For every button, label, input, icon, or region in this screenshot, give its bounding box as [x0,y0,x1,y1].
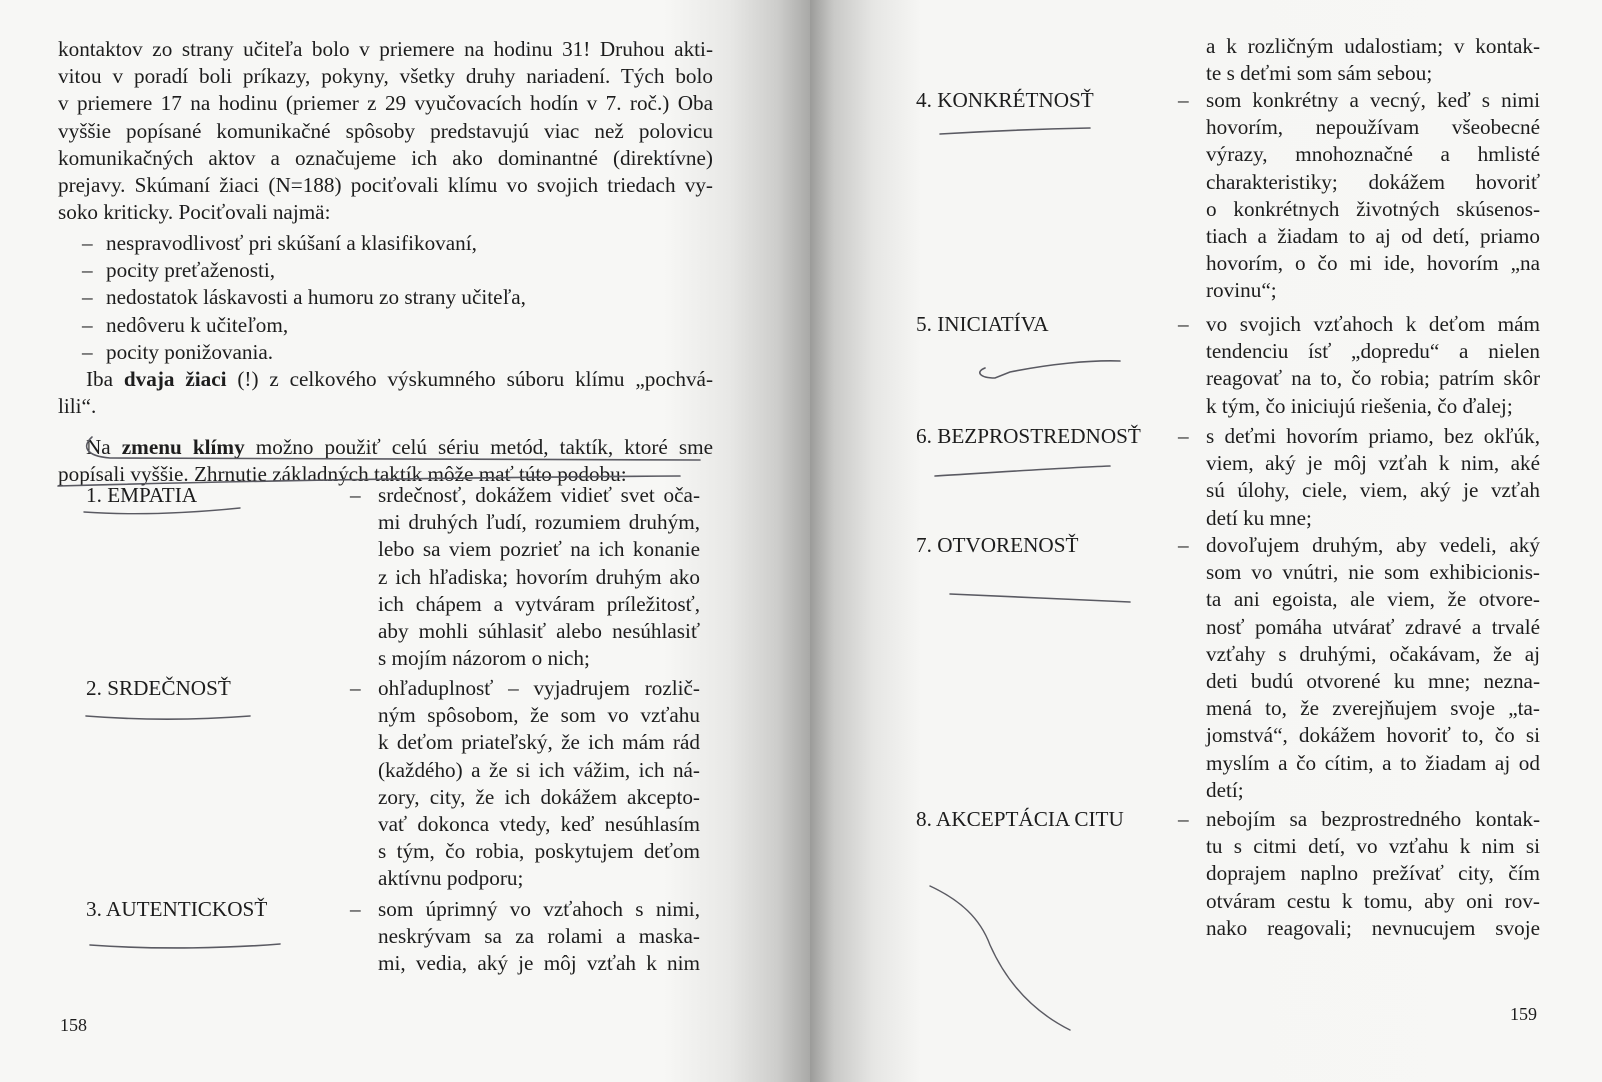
item-dash: – [1178,88,1189,112]
item-definition-line: mi, vedia, aký je môj vzťah k nim [378,951,700,976]
item-definition-line: detí; [1206,777,1244,802]
item-definition-line: doprajem naplno prežívať city, čím [1206,861,1540,886]
item-definition-line: k deťom priateľský, že ich mám rád [378,730,700,755]
item-term: 4. KONKRÉTNOSŤ [916,88,1094,112]
item-term: 8. AKCEPTÁCIA CITU [916,807,1124,831]
item-definition-line: reagovať na to, čo robia; patrím skôr [1206,366,1540,391]
continuation-text [1206,33,1540,87]
item-dash: – [1178,424,1189,448]
bullet-dash: – [82,339,93,364]
paragraph-3-line-2: popísali vyššie. Zhrnutie základných taktík môže mať túto podobu: [58,462,627,487]
item-definition-line: s deťmi hovorím priamo, bez okľúk, [1206,424,1540,448]
bullet-dash: – [82,231,93,255]
paragraph-2-line-1 [58,366,713,393]
item-definition-line: myslím a čo cítim, a to žiadam aj od [1206,750,1540,775]
item-dash: – [1178,312,1189,336]
item-definition-line: charakteristiky; dokážem hovoriť [1206,169,1540,194]
item-definition-line: vať dokonca vtedy, keď nesúhlasím [378,812,700,837]
item-definition [1206,423,1540,532]
paragraph-3-lead: Na [86,435,122,459]
paragraph-3-line-1 [58,434,713,461]
bullet-item [82,230,702,257]
item-definition-line: som vo vnútri, nie som exhibicionis- [1206,560,1540,585]
bullet-text: nespravodlivosť pri skúšaní a klasifikovaní, [106,231,477,255]
paragraph-1-line: prejavy. Skúmaní žiaci (N=188) pociťovali klímu vo svojich triedach vy- [58,173,713,198]
item-definition-line: nebojím sa bezprostredného kontak- [1206,807,1540,831]
item-definition-line: dovoľujem druhým, aby vedeli, aký [1206,533,1540,557]
item-definition-line: aktívnu podporu; [378,866,524,891]
bold-phrase-zmenu-klimy: zmenu klímy [121,435,245,459]
item-definition [378,896,700,978]
item-definition-line: vzťahy s druhými, očakávam, že aj [1206,641,1540,666]
bullet-text: nedostatok láskavosti a humoru zo strany učiteľa, [106,285,526,310]
item-definition-line: lebo sa viem pozrieť na ich konanie [378,537,700,562]
right-page [810,0,1602,1082]
item-definition-line: srdečnosť, dokážem vidieť svet oča- [378,483,700,507]
paragraph-2-line-2: lili“. [58,394,97,419]
bullet-item [82,339,702,366]
bullet-item [82,312,702,339]
item-definition-line: tu s citmi detí, vo vzťahu k nim si [1206,834,1540,859]
bullet-text: nedôveru k učiteľom, [106,312,289,337]
item-term: 1. EMPATIA [86,483,198,507]
item-definition-line: tendenciu ísť „dopredu“ a nielen [1206,339,1540,364]
item-definition-line: ným spôsobom, že som vo vzťahu [378,703,700,728]
item-definition-line: zory, city, že ich dokážem akcepto- [378,784,700,809]
item-definition-line: viem, aký je môj vzťah k nim, aké [1206,451,1540,476]
paragraph-2-lead: Iba [86,367,124,391]
paragraph-1-line: vyššie popísané komunikačné spôsoby predstavujú viac než polovicu [58,118,713,143]
paragraph-2-rest: (!) z celkového výskumného súboru klímu „pochvá- [226,367,713,391]
item-dash: – [350,483,361,507]
item-definition-line: tiach a žiadam to aj od detí, priamo [1206,224,1540,249]
item-definition-line: aby mohli súhlasiť alebo nesúhlasiť [378,619,700,644]
item-dash: – [350,897,361,921]
bullet-text: pocity ponižovania. [106,339,274,364]
item-definition-line: ohľaduplnosť – vyjadrujem rozlič- [378,676,700,700]
page-number-right: 159 [1510,1004,1537,1024]
item-definition [1206,532,1540,804]
item-definition-line: ich chápem a vytváram príležitosť, [378,591,700,616]
item-definition-line: z ich hľadiska; hovorím druhým ako [378,564,700,589]
item-definition [1206,806,1540,942]
continuation-line: a k rozličným udalostiam; v kontak- [1206,34,1540,58]
item-definition-line: hovorím, nepoužívam všeobecné [1206,115,1540,140]
item-definition [378,675,700,893]
item-dash: – [350,676,361,700]
bullet-dash: – [82,258,93,283]
item-dash: – [1178,807,1189,831]
paragraph-1-line: vitou v poradí boli príkazy, pokyny, všetky druhy nariadení. Tých bolo [58,64,713,89]
paragraph-3 [58,434,713,488]
bullet-text: pocity preťaženosti, [106,258,276,283]
item-definition-line: o konkrétnych životných skúsenos- [1206,196,1540,221]
item-definition-line: jomstvá“, dokážem hovoriť to, čo si [1206,723,1540,748]
page-number-left: 158 [60,1015,87,1035]
continuation-line: te s deťmi som sám sebou; [1206,61,1433,86]
paragraph-3-rest: možno použiť celú sériu metód, taktík, ktoré sme [244,435,713,459]
paragraph-1 [58,36,713,226]
item-term: 7. OTVORENOSŤ [916,533,1079,557]
item-definition-line: s mojím názorom o nich; [378,646,590,671]
item-definition-line: hovorím, o čo mi ide, hovorím „na [1206,251,1540,276]
item-definition-line: (každého) a že si ich vážim, ich ná- [378,757,700,782]
item-definition-line: nosť pomáha utvárať zdravé a trvalé [1206,614,1540,639]
item-definition-line: som konkrétny a vecný, keď s nimi [1206,88,1540,112]
item-definition-line: mi druhých ľudí, rozumiem druhým, [378,510,700,535]
item-term: 5. INICIATÍVA [916,312,1049,336]
item-definition-line: sú úlohy, ciele, viem, aký je vzťah [1206,478,1540,503]
bullet-dash: – [82,285,93,310]
item-definition-line: k tým, čo iniciujú riešenia, čo ďalej; [1206,393,1513,418]
paragraph-2 [58,366,713,420]
item-dash: – [1178,533,1189,557]
item-definition-line: s tým, čo robia, poskytujem deťom [378,839,700,864]
paragraph-1-line: v priemere 17 na hodinu (priemer z 29 vyučovacích hodín v 7. roč.) Oba [58,91,713,116]
item-definition [1206,87,1540,305]
paragraph-1-line: komunikačných aktov a označujeme ich ako dominantné (direktívne) [58,145,713,170]
item-term: 6. BEZPROSTREDNOSŤ [916,424,1141,448]
item-definition [378,482,700,672]
item-definition-line: nako reagovali; nevnucujem svoje [1206,915,1540,940]
item-definition-line: som úprimný vo vzťahoch s nimi, [378,897,700,921]
item-term: 2. SRDEČNOSŤ [86,676,231,700]
item-definition-line: detí ku mne; [1206,505,1312,530]
bullet-list [82,230,702,366]
item-definition-line: deti budú otvorené ku mne; nezna- [1206,669,1540,694]
bullet-item [82,284,702,311]
item-term: 3. AUTENTICKOSŤ [86,897,268,921]
paragraph-1-line: kontaktov zo strany učiteľa bolo v priemere na hodinu 31! Druhou akti- [58,37,713,61]
item-definition-line: rovinu“; [1206,278,1277,303]
item-definition-line: ta ani egoista, ale viem, že otvore- [1206,587,1540,612]
bullet-dash: – [82,312,93,337]
item-definition-line: výrazy, mnohoznačné a hmlisté [1206,142,1540,167]
item-definition-line: neskrývam sa za rolami a maska- [378,924,700,949]
item-definition-line: otváram cestu k tomu, aby oni rov- [1206,888,1540,913]
bold-phrase-dvaja-ziaci: dvaja žiaci [123,367,227,391]
item-definition-line: vo svojich vzťahoch k deťom mám [1206,312,1540,336]
paragraph-1-line: soko kriticky. Pociťovali najmä: [58,200,331,225]
item-definition-line: mená to, že zverejňujem svoje „ta- [1206,696,1540,721]
bullet-item [82,257,702,284]
item-definition [1206,311,1540,420]
